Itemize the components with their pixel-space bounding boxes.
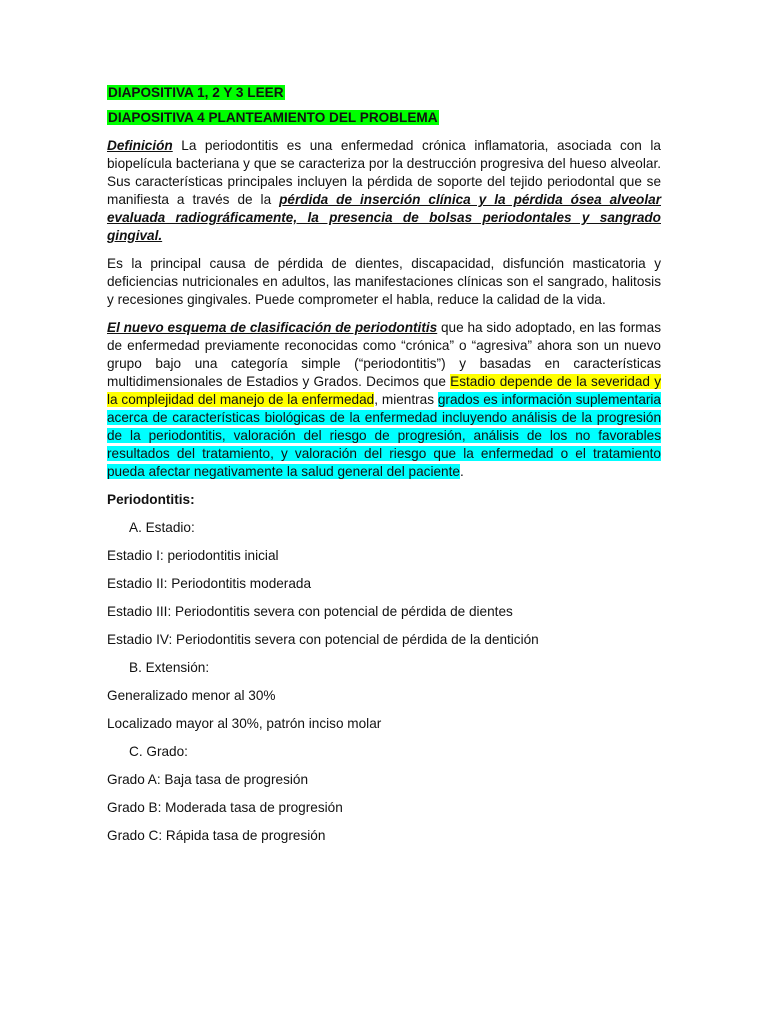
list-heading-estadio: A. Estadio:	[129, 520, 195, 535]
list-item: Estadio III: Periodontitis severa con potencial de pérdida de dientes	[107, 604, 513, 619]
cyan-highlight: grados es información suplementaria acerca de características biológicas de la enfermedad incluyendo análisis de la progresión de la periodontitis, valoración del riesgo de progresión, análisis de los no favorables resultados del tratamiento, y valoración del riesgo que la enfermedad o el tratamiento pueda afectar negativamente la salud general del paciente	[107, 392, 661, 479]
heading-diapositiva-1-3: DIAPOSITIVA 1, 2 Y 3 LEER	[108, 85, 284, 100]
yellow-highlight: Estadio depende de la severidad y la complejidad del manejo de la enfermedad	[107, 374, 661, 407]
list-item: Localizado mayor al 30%, patrón inciso molar	[107, 716, 382, 731]
list-heading-extension: B. Extensión:	[129, 660, 210, 675]
list-item: Grado B: Moderada tasa de progresión	[107, 800, 343, 815]
classification-title: El nuevo esquema de clasificación de periodontitis	[107, 320, 438, 335]
section-title: Periodontitis:	[107, 492, 195, 507]
document-page	[107, 84, 661, 855]
classification-paragraph: El nuevo esquema de clasificación de periodontitis que ha sido adoptado, en las formas de enfermedad previamente reconocidas como “crónica” o “agresiva” ahora son un nuevo grupo bajo una categoría simple (“periodontitis”) y basadas en características multidimensionales de Estadios y Grados. Decimos que Estadio depende de la severidad y la complejidad del manejo de la enfermedad, mientras grados es información suplementaria acerca de características biológicas de la enfermedad incluyendo análisis de la progresión de la periodontitis, valoración del riesgo de progresión, análisis de los no favorables resultados del tratamiento, y valoración del riesgo que la enfermedad o el tratamiento pueda afectar negativamente la salud general del paciente.	[107, 320, 661, 479]
definition-term: Definición	[107, 138, 173, 153]
list-item: Estadio II: Periodontitis moderada	[107, 576, 312, 591]
list-heading-grado: C. Grado:	[129, 744, 188, 759]
list-item: Estadio IV: Periodontitis severa con potencial de pérdida de la dentición	[107, 632, 539, 647]
definition-paragraph: Definición La periodontitis es una enfermedad crónica inflamatoria, asociada con la biopelícula bacteriana y que se caracteriza por la destrucción progresiva del hueso alveolar. Sus características principales incluyen la pérdida de soporte del tejido periodontal que se manifiesta a través de la pérdida de inserción clínica y la pérdida ósea alveolar evaluada radiográficamente, la presencia de bolsas periodontales y sangrado gingival.	[107, 138, 661, 243]
list-item: Estadio I: periodontitis inicial	[107, 548, 279, 563]
heading-diapositiva-4: DIAPOSITIVA 4 PLANTEAMIENTO DEL PROBLEMA	[108, 110, 438, 125]
cause-paragraph: Es la principal causa de pérdida de dientes, discapacidad, disfunción masticatoria y deficiencias nutricionales en adultos, las manifestaciones clínicas son el sangrado, halitosis y recesiones gingivales. Puede comprometer el habla, reduce la calidad de la vida.	[107, 256, 661, 307]
list-item: Generalizado menor al 30%	[107, 688, 276, 703]
list-item: Grado A: Baja tasa de progresión	[107, 772, 309, 787]
definition-emphasis: pérdida de inserción clínica y la pérdida ósea alveolar evaluada radiográficamente, la presencia de bolsas periodontales y sangrado gingival.	[107, 192, 661, 243]
list-item: Grado C: Rápida tasa de progresión	[107, 828, 326, 843]
